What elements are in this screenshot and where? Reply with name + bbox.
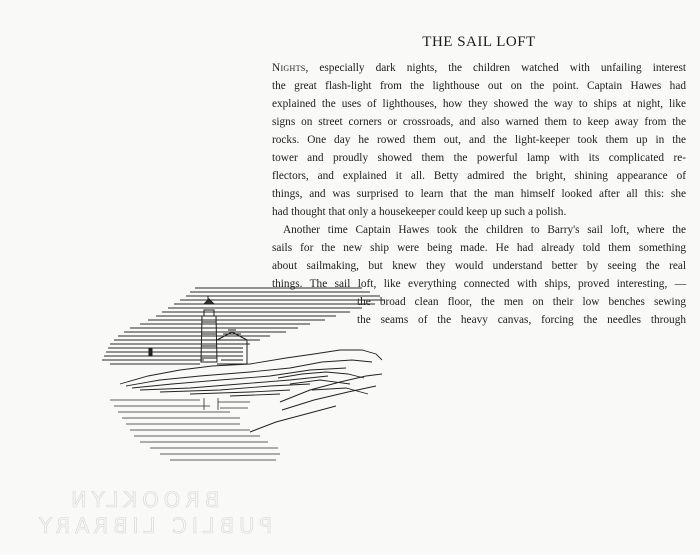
- text-line: sails for the new ship were being made. He had already told them something: [272, 242, 686, 254]
- stamp-line-1: BROOKLYN: [66, 488, 220, 512]
- chapter-title: THE SAIL LOFT: [422, 34, 536, 50]
- text-line: about sailmaking, but knew they would understand better by seeing the real: [272, 260, 686, 272]
- stamp-line-2: PUBLIC LIBRARY: [34, 514, 273, 538]
- text-line: [272, 61, 686, 76]
- text-line: things. The sail loft, like everything connected with ships, proved interesting, —: [272, 278, 686, 290]
- library-stamp: [34, 488, 273, 544]
- text-line: things, and was surprised to learn that the man himself looked after all this: she: [272, 188, 686, 200]
- text-line: the broad clean floor, the men on their low benches sewing: [357, 296, 686, 308]
- text-line: the seams of the heavy canvas, forcing the needles through: [357, 314, 686, 326]
- text-line: Another time Captain Hawes took the children to Barry's sail loft, where the: [283, 224, 686, 236]
- text-line: rocks. One day he rowed them out, and the light-keeper took them up in the: [272, 134, 686, 146]
- drop-word: Nights: [272, 62, 306, 74]
- text-line: signs on street corners or crossroads, and also warned them to keep away from the: [272, 116, 686, 128]
- text-line: tower and proudly showed them the powerful lamp with its complicated re-: [272, 152, 686, 164]
- text-line: the great flash-light from the lighthouse out on the point. Captain Hawes had: [272, 80, 686, 92]
- text-line: explained the uses of lighthouses, how they showed the way to ships at night, like: [272, 98, 686, 110]
- line-text: , especially dark nights, the children watched with unfailing interest: [305, 62, 686, 74]
- lighthouse-illustration: [100, 282, 395, 472]
- text-line: had thought that only a housekeeper could keep up such a polish.: [272, 206, 567, 218]
- text-line: flectors, and explained it all. Betty admired the bright, shining appearance of: [272, 170, 686, 182]
